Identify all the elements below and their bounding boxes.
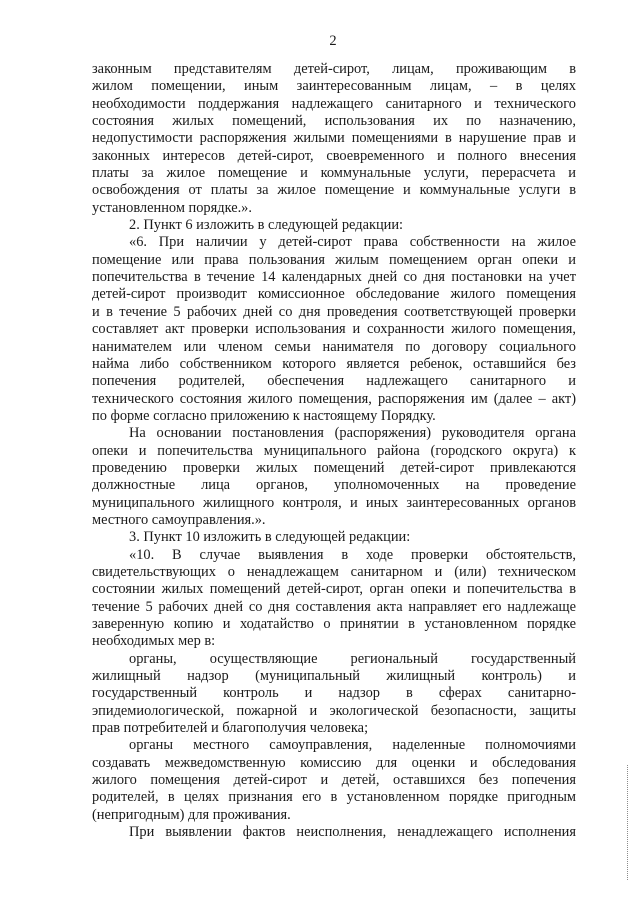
text-line: и в течение 5 рабочих дней со дня проведения соответствующей проверки — [92, 303, 576, 320]
paragraph — [92, 651, 576, 738]
text-line: заверенную копию и ходатайство о принятии в установленном порядке — [92, 616, 576, 632]
text-line: проведению проверки жилых помещений детей-сирот привлекаются — [92, 459, 576, 476]
scan-artifact-mark — [627, 765, 628, 880]
text-line: по форме согласно приложению к настоящему Порядку. — [92, 407, 436, 424]
text-line: недопустимости распоряжения жилыми помещениями в нарушение прав и — [92, 130, 576, 147]
text-line: жилищный надзор (муниципальный жилищный контроль) и — [92, 668, 576, 685]
text-line: попечения родителей, обеспечения надлежащего санитарного и — [92, 373, 576, 390]
text-line: найма либо собственником которого является ребенок, оставшийся без — [92, 355, 576, 372]
text-line: создавать межведомственную комиссию для оценки и обследования — [92, 754, 576, 771]
text-line: необходимости поддержания надлежащего санитарного и технического — [92, 95, 576, 112]
text-line: законных интересов детей-сирот, своевременного и полного внесения — [92, 147, 576, 164]
text-line: должностные лица органов, уполномоченных на проведение — [92, 477, 576, 494]
text-line: состояния жилых помещений, использования их по назначению, — [92, 113, 576, 130]
paragraph — [92, 61, 576, 217]
text-line: «6. При наличии у детей-сирот права собственности на жилое — [129, 234, 576, 251]
paragraph — [92, 425, 576, 529]
text-line: помещение или права пользования жилым помещением орган опеки и — [92, 251, 576, 268]
text-line: органы, осуществляющие региональный государственный — [129, 650, 576, 667]
text-line: «10. В случае выявления в ходе проверки обстоятельств, — [129, 546, 576, 563]
text-line: течение 5 рабочих дней со дня составления акта направляет его надлежаще — [92, 598, 576, 615]
text-line: жилом помещении, иным заинтересованным лицам, – в целях — [92, 78, 576, 95]
text-line: На основании постановления (распоряжения) руководителя органа — [129, 425, 576, 442]
text-line: эпидемиологической, пожарной и экологической безопасности, защиты — [92, 702, 576, 719]
text-line: составляет акт проверки использования и сохранности жилого помещения, — [92, 321, 576, 338]
text-line: свидетельствующих о ненадлежащем санитарном и (или) техническом — [92, 563, 576, 580]
text-line: 3. Пункт 10 изложить в следующей редакции: — [129, 529, 411, 546]
paragraph — [92, 824, 576, 841]
paragraph — [92, 217, 576, 234]
text-line: установленном порядке.». — [92, 199, 252, 216]
text-line: законным представителям детей-сирот, лицам, проживающим в — [92, 61, 576, 77]
text-line: прав потребителей и благополучия человека; — [92, 720, 369, 737]
text-line: опеки и попечительства муниципального района (городского округа) к — [92, 442, 576, 459]
text-line: детей-сирот производит комиссионное обследование жилого помещения — [92, 286, 576, 303]
text-line: нанимателем или членом семьи нанимателя по договору социального — [92, 338, 576, 355]
text-line: муниципального жилищного контроля, и иных заинтересованных органов — [92, 494, 576, 511]
text-line: попечительства в течение 14 календарных дней со дня постановки на учет — [92, 269, 576, 286]
paragraph — [92, 234, 576, 425]
text-line: платы за жилое помещение и коммунальные услуги, перерасчета и — [92, 165, 576, 182]
page-number: 2 — [329, 33, 337, 49]
text-line: (непригодным) для проживания. — [92, 806, 291, 823]
text-line: 2. Пункт 6 изложить в следующей редакции: — [129, 217, 404, 234]
paragraph — [92, 737, 576, 824]
paragraph — [92, 529, 576, 546]
text-line: состоянии жилых помещений детей-сирот, орган опеки и попечительства в — [92, 581, 576, 598]
text-line: местного самоуправления.». — [92, 511, 266, 528]
text-line: технического состояния жилого помещения, распоряжения им (далее – акт) — [92, 390, 576, 407]
text-line: жилого помещения детей-сирот и детей, оставшихся без попечения — [92, 772, 576, 789]
text-line: При выявлении фактов неисполнения, ненадлежащего исполнения — [129, 824, 576, 841]
text-line: необходимых мер в: — [92, 633, 216, 650]
text-line: освобождения от платы за жилое помещение и коммунальные услуги в — [92, 182, 576, 199]
paragraph — [92, 547, 576, 651]
text-line: органы местного самоуправления, наделенные полномочиями — [129, 737, 576, 754]
text-line: родителей, в целях признания его в установленном порядке пригодным — [92, 789, 576, 806]
text-line: государственный контроль и надзор в сферах санитарно- — [92, 685, 576, 702]
document-body — [92, 61, 576, 841]
